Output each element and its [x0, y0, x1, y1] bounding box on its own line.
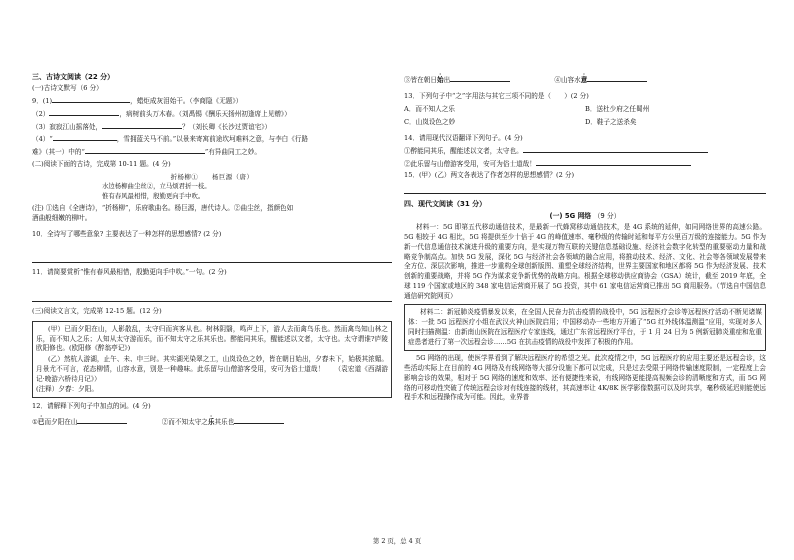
answer-blank[interactable]	[102, 122, 182, 129]
poem-line: 水边杨柳曲尘丝②，立马烦君折一枝。	[102, 182, 211, 191]
answer-blank[interactable]	[85, 147, 205, 154]
q13: 13．下列句子中“之”字用法与其它三项不同的是（ ）(2 分)	[404, 91, 589, 100]
material-3: 5G 网络的出现，使医学界看到了解决远程医疗的希望之光。此次疫情之中，5G 远程医疗的应用主要还是远程会诊，这些活动实际上在目前的 4G 网络及有线网络等大部分设施下都可以完成，只是过去受限于网络传输速度限制，一定程度上会影响会诊的效果，相对于 5G 网络的速度和效率、还有便捷性来说，有线网络更能提高视频会诊的清晰度和方式，而 5G 网络的可移动性突破了传统远程会诊对有线连接的线材，其高速率让 4K/8K 医学影像数据可以及时共享，毫秒级延迟则能使远程手术和远程操作成为可能。因此，业界普	[404, 354, 766, 402]
reading-subtitle: (一) 5G 网络 （9 分）	[549, 212, 621, 221]
part1-title: (一)古诗文默写（6 分）	[32, 84, 103, 93]
material-2-box	[404, 304, 766, 351]
part2-title: (二)阅读下面的古诗，完成第 10-11 题。(4 分)	[32, 159, 171, 168]
answer-line[interactable]	[32, 253, 392, 263]
q10: 10．全诗写了哪些意象? 主要表达了一种怎样的思想感情? (2 分)	[32, 229, 222, 238]
answer-blank[interactable]	[53, 134, 117, 141]
poem-title: 折杨柳① 杨巨源（唐）	[170, 172, 254, 181]
dotted-word: 乐	[207, 417, 215, 426]
dotted-word: 始	[436, 76, 444, 84]
answer-blank[interactable]	[77, 417, 127, 424]
answer-blank[interactable]	[234, 417, 284, 424]
q12-items-1-2: ①已而夕阳在山 ②而不知太守之乐其乐也	[32, 414, 392, 428]
poem-note: (注) ①选自《全唐诗》，“折杨柳”，乐府歌曲名。杨巨源，唐代诗人。②曲尘丝，指颜色如 酒曲般细嫩的柳叶。	[32, 204, 294, 222]
option-d[interactable]: D．鞋子之送杀矣	[585, 118, 637, 127]
section4-title: 四、现代文阅读（31 分）	[404, 200, 487, 208]
q9-3: （3）寂寂江山摇落处， ？（刘长卿《长沙过贾谊宅》）	[32, 122, 272, 131]
section3-title: 三、古诗文阅读（22 分）	[32, 73, 115, 81]
q13-options	[404, 105, 766, 129]
left-column	[32, 70, 392, 430]
q9-4: （4）“ ，雪拥蓝关马不前。”以景来寄寓前途坎坷难料之意，与李白《行路	[32, 135, 309, 144]
part3-title: (三)阅读文言文，完成第 12-15 题。(12 分)	[32, 307, 162, 316]
answer-blank[interactable]	[49, 109, 119, 116]
poem-line: 惟有春风最相惜，殷勤更向手中吹。	[102, 191, 205, 200]
q12: 12．请解释下列句子中加点的词。(4 分)	[32, 402, 151, 411]
answer-blank[interactable]	[587, 75, 647, 82]
dotted-word: 已	[37, 417, 45, 426]
q9-1: 9．(1) ，蜡炬成灰泪始干。（李商隐《无题》）	[32, 97, 243, 106]
poem	[32, 173, 392, 201]
option-c[interactable]: C．山岚设色之妙	[404, 118, 456, 127]
q12-items-3-4: ③皆在朝日始出 ④山容水意	[404, 72, 766, 86]
passage-a: (甲）已而夕阳在山，人影散乱，太守归而宾客从也。树林阴翳，鸣声上下，游人去而禽鸟乐也。然而禽鸟知山林之乐，而不知人之乐；人知从太守游而乐，而不知太守之乐其乐也。醉能同其乐，醒能述以文者，太守也。太守谓谁?庐陵欧阳修也。(欧阳修《醉翁亭记》)	[36, 324, 388, 353]
dotted-word: 意	[580, 76, 588, 84]
q15: 15．(甲）(乙）两文各表达了作者怎样的思想感情？(2 分)	[404, 171, 575, 180]
answer-blank[interactable]	[450, 75, 510, 82]
answer-line[interactable]	[404, 184, 766, 194]
q9-4-cont: 难》（其一）中的“ ”有异曲同工之妙。	[32, 148, 261, 157]
answer-blank[interactable]	[52, 96, 130, 103]
page-footer: 第 2 页，总 4 页	[372, 537, 422, 545]
q11: 11．请简要赏析“惟有春风最相惜，殷勤更向手中吹。”一句。(2 分)	[32, 268, 227, 277]
right-column	[404, 70, 766, 404]
option-b[interactable]: B．送杜少府之任蜀州	[585, 104, 650, 113]
q14: 14．请用现代汉语翻译下列句子。(4 分)	[404, 134, 523, 142]
q9-2: （2） ，病树前头万木春。（刘禹锡《酬乐天扬州初逢席上见赠》）	[32, 109, 291, 118]
q14-1: ①醉能同其乐，醒能述以文者，太守也。	[404, 146, 766, 157]
passage-b: (乙）然杭人游湖，止午、未、申三时。其实湖光染翠之工，山岚设色之妙，皆在朝日始出，夕舂未下，始极其浓媚。月景尤不可言，花态柳情，山容水意，别是一种趣味。此乐留与山僧游客受用，安可为俗士道哉！ （袁宏道《西湖游记·晚游六桥待月记》）	[36, 355, 388, 383]
answer-line[interactable]	[32, 292, 392, 302]
option-a[interactable]: A．而不知人之乐	[404, 104, 455, 113]
answer-blank[interactable]	[536, 159, 691, 166]
q14-2: ②此乐留与山僧游客受用，安可为俗士道哉！	[404, 159, 766, 170]
answer-blank[interactable]	[523, 146, 708, 153]
classical-passage-box	[32, 321, 392, 398]
passage-note: (注释）夕舂：夕阳。	[36, 385, 98, 394]
material-2: 材料二：新冠肺炎疫情暴发以来，在全国人民奋力抗击疫情的战役中，5G 远程医疗会诊等远程医疗活动不断见诸媒体：一批 5G 远程医疗小组在武汉火神山医院启用；中国移动办一些地方开通了“5G 红外线体温测温”应用，实现对多人同时扫描测温：由新南山医院在远程医疗专家连线，通过广东省远程医疗平台，于 1 月 24 日为 5 例新冠肺炎重症和危重症患者进行了第一次远程会诊……5G 在抗击疫情的战役中发挥了积极的作用。	[408, 308, 762, 346]
material-1: 材料一：5G 即第五代移动通信技术，是最新一代蜂窝移动通信技术，是 4G 系统的延伸，如同网络世界的高速公路。5G 相较于 4G 相比，5G 将提供至少十倍于 4G 的峰值速率、毫秒级的传输时延和每平方公里百万级的连接能力。5G 作为新一代信息通信技术演进升级的重要方向，是实现万物互联的关键信息基础设施、经济社会数字化转型的重要驱动力量和战略竞争制高点。加快 5G 发展，深化 5G 与经济社会各领域的融合应用，将推动技术、经济、文化、社会等各领域发展带来全方位、深层次影响，推进一步重构全球创新版图、重塑全球经济结构，世界主要国家和地区都将 5G 作为经济发展、技术创新的重要战略，并将 5G 作为谋求竞争新优势的战略方向。根据全球移动供应商协会（GSA）统计，截至 2019 年底，全球 119 个国家或地区的 348 家电信运营商开展了 5G 投资，其中 61 家电信运营商已推出 5G 商用服务。（节选自中国信息通信研究院网页）	[404, 223, 766, 300]
